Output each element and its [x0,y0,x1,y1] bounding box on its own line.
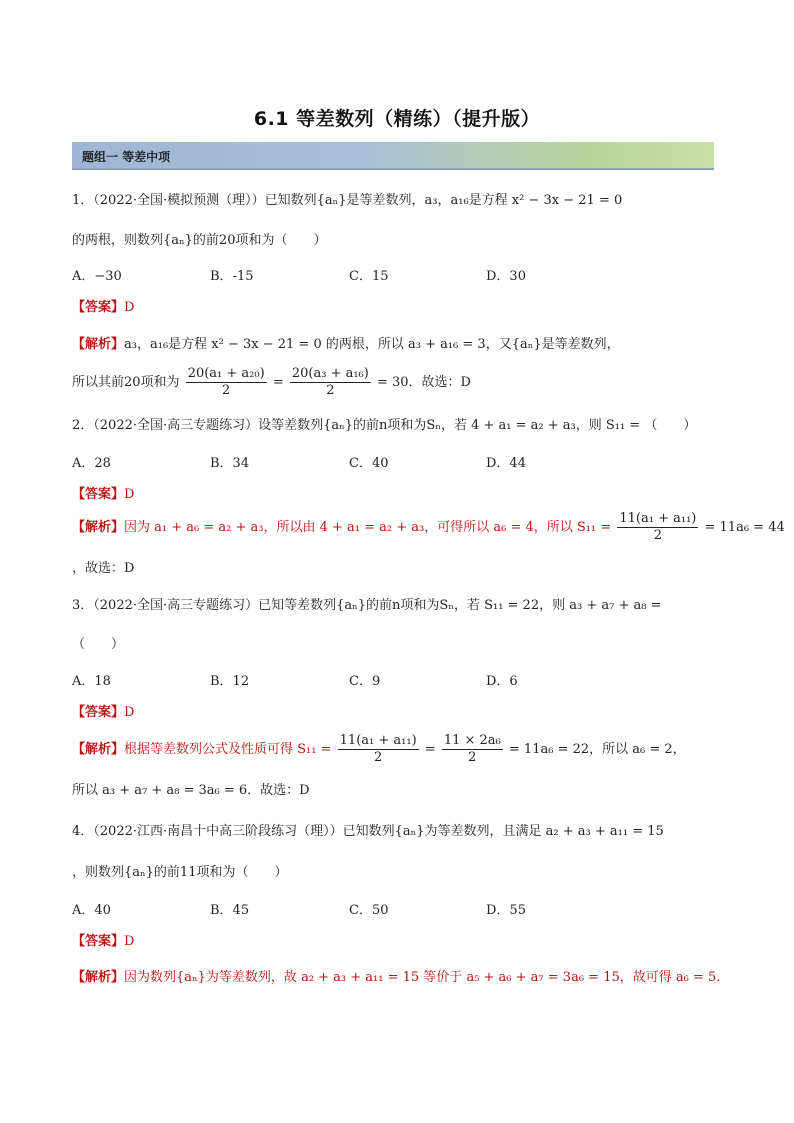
q1-analysis-text2a: 所以其前20项和为 [72,375,180,390]
q1-analysis-text1: a₃，a₁₆是方程 x² − 3x − 21 = 0 的两根，所以 a₃ + a₁₆ = 3，又{aₙ}是等差数列， [124,337,620,352]
q1-option-c: C．15 [349,269,389,284]
q2-stem-line1: 2．（2022·全国·高三专题练习）设等差数列{aₙ}的前n项和为Sₙ，若 4 + a₁ = a₂ + a₃，则 S₁₁ = （ ） [72,418,697,433]
q3-frac1-num: 11(a₁ + a₁₁) [339,733,417,748]
q3-option-d: D．6 [486,674,518,689]
answer-tag: 【答案】 [72,300,125,315]
q3-stem-line1: 3．（2022·全国·高三专题练习）已知等差数列{aₙ}的前n项和为Sₙ，若 S₁₁ = 22，则 a₃ + a₇ + a₈ = [72,598,662,613]
answer-tag: 【答案】 [72,934,125,949]
q3-frac1-den: 2 [374,750,383,765]
q4-answer-value: D [124,934,135,949]
q2-option-a: A．28 [72,456,111,471]
q1-option-d: D．30 [486,269,526,284]
q4-option-a: A．40 [72,903,111,918]
q2-option-b: B．34 [210,456,250,471]
q3-fraction-1 [338,733,419,766]
page-title: 6.1 等差数列（精练）（提升版） [253,108,541,130]
analysis-tag: 【解析】 [72,970,125,985]
section-header [72,142,714,170]
q4-analysis-line1 [72,969,720,987]
analysis-tag: 【解析】 [72,337,125,352]
q3-frac2-den: 2 [468,750,477,765]
q3-analysis-text1a: 根据等差数列公式及性质可得 S₁₁ = [124,742,332,757]
q4-answer [72,933,134,951]
q1-frac1-num: 20(a₁ + a₂₀) [187,366,265,381]
q2-analysis-line2: ，故选：D [72,561,135,576]
q2-frac-num: 11(a₁ + a₁₁) [619,511,697,526]
q3-analysis-line1: 【解析】根据等差数列公式及性质可得 S₁₁ = $\frac{\text{11(a₁ + a₁₁)}}{2}$ = $\frac{\text{11 × 2a₆}}{2}$ = 11a₆ = 22，所以 a₆ = 2， [72,733,686,765]
q1-option-a: A．−30 [72,269,122,284]
q1-option-b: B．-15 [210,269,254,284]
analysis-tag: 【解析】 [72,742,125,757]
q4-option-d: D．55 [486,903,526,918]
q1-analysis-line2: 所以其前20项和为 $\frac{\text{20(a₁ + a₂₀)}}{2}$ = $\frac{\text{20(a₃ + a₁₆)}}{2}$ = 30．故选：D [72,366,471,398]
q2-analysis-line1 [72,511,785,545]
q3-frac2-num: 11 × 2a₆ [443,733,501,748]
q4-option-b: B．45 [210,903,250,918]
q3-analysis-text1b: = 11a₆ = 22，所以 a₆ = 2， [508,742,686,757]
q1-fraction-2 [290,366,371,399]
q4-stem-line2: ，则数列{aₙ}的前11项和为（ ） [72,865,288,880]
q1-answer-value: D [124,300,135,315]
q4-option-c: C．50 [349,903,389,918]
q1-stem-line2: 的两根，则数列{aₙ}的前20项和为（ ） [72,233,327,248]
q2-frac-den: 2 [653,528,663,543]
q2-option-d: D．44 [486,456,526,471]
q3-option-a: A．18 [72,674,111,689]
q2-option-c: C．40 [349,456,389,471]
q3-analysis-line2: 所以 a₃ + a₇ + a₈ = 3a₆ = 6．故选：D [72,783,310,798]
q1-answer [72,299,134,317]
q1-frac2-den: 2 [326,383,335,398]
q4-analysis-text1: 因为数列{aₙ}为等差数列，故 a₂ + a₃ + a₁₁ = 15 等价于 a₅ + a₆ + a₇ = 3a₆ = 15，故可得 a₆ = 5. [124,970,721,985]
q1-stem-line1: 1．（2022·全国·模拟预测（理））已知数列{aₙ}是等差数列，a₃，a₁₆是方程 x² − 3x − 21 = 0 [72,193,623,208]
q1-analysis-line1 [72,336,620,354]
q1-frac2-num: 20(a₃ + a₁₆) [291,366,369,381]
q2-fraction [617,511,698,544]
q2-answer-value: D [124,487,135,502]
q2-analysis-text1a: 因为 a₁ + a₆ = a₂ + a₃，所以由 4 + a₁ = a₂ + a₃，可得所以 a₆ = 4，所以 S₁₁ = [124,520,612,535]
answer-tag: 【答案】 [72,487,125,502]
q3-stem-line2: （ ） [72,637,125,652]
q3-answer-value: D [124,705,135,720]
q3-fraction-2 [442,733,503,766]
q4-stem-line1: 4．（2022·江西·南昌十中高三阶段练习（理））已知数列{aₙ}为等差数列，且满足 a₂ + a₃ + a₁₁ = 15 [72,824,664,839]
q1-analysis-text2b: = 30．故选：D [376,375,471,390]
q1-fraction-1 [186,366,267,399]
q2-answer [72,486,134,504]
q2-analysis-text1b: = 11a₆ = 44 [704,520,785,535]
section-title: 题组一 等差中项 [82,150,171,164]
q3-option-c: C．9 [349,674,381,689]
q1-frac1-den: 2 [222,383,231,398]
q3-option-b: B．12 [210,674,250,689]
q3-answer [72,704,134,722]
analysis-tag: 【解析】 [72,520,125,535]
answer-tag: 【答案】 [72,705,125,720]
